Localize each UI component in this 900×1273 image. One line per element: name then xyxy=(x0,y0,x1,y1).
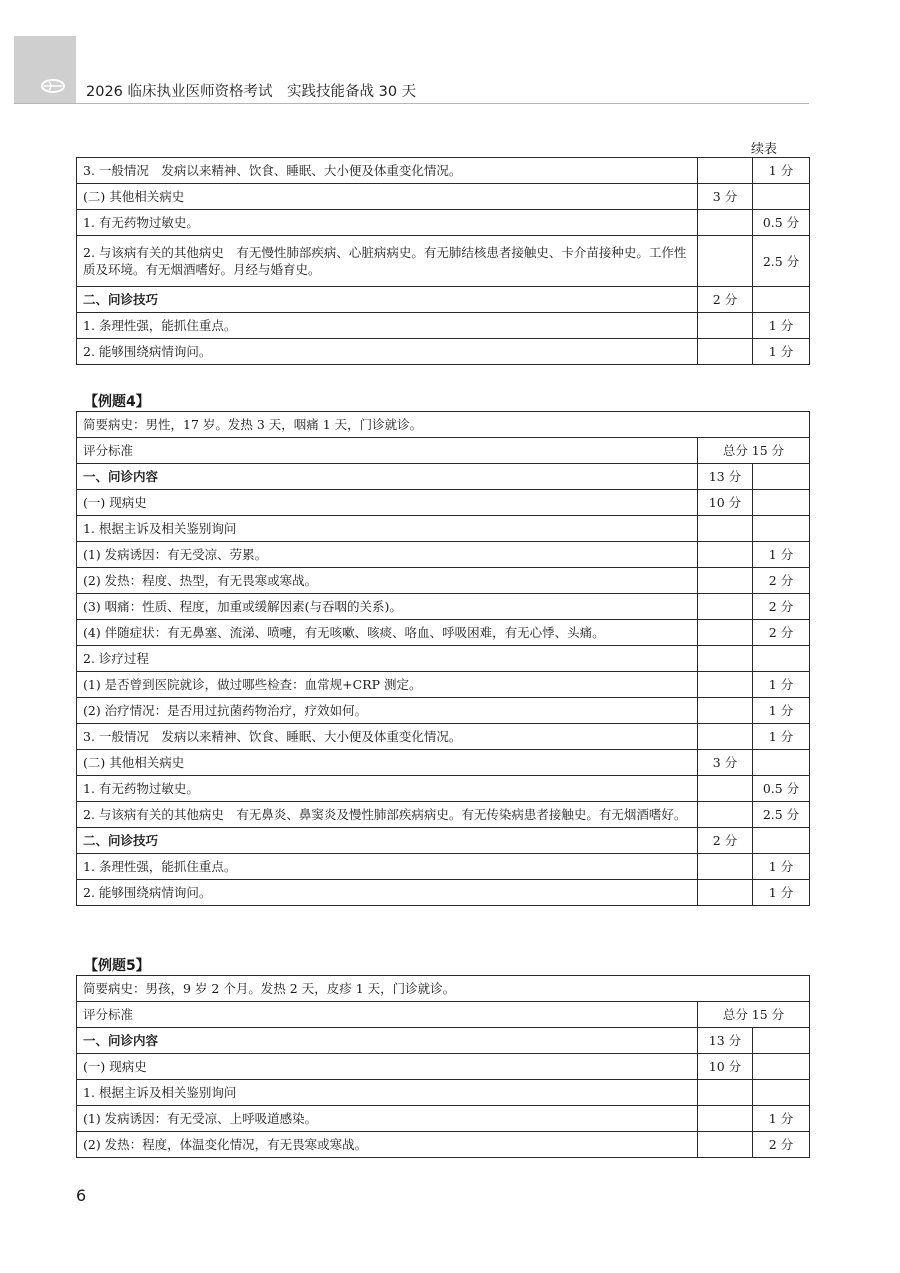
table-row xyxy=(77,210,810,236)
section-score xyxy=(698,210,753,236)
page-number: 6 xyxy=(76,1186,87,1205)
section-score xyxy=(698,158,753,184)
section-score xyxy=(698,724,753,750)
section-score: 3 分 xyxy=(698,184,753,210)
example4-label: 【例题4】 xyxy=(84,394,150,410)
table-row xyxy=(77,750,810,776)
example5-score-table xyxy=(76,975,810,1158)
item-score: 1 分 xyxy=(753,880,810,906)
section-score xyxy=(698,1106,753,1132)
table-row xyxy=(77,490,810,516)
table-row xyxy=(77,464,810,490)
item-text: 1. 条理性强，能抓住重点。 xyxy=(77,854,698,880)
section-score: 13 分 xyxy=(698,1028,753,1054)
item-score: 2.5 分 xyxy=(753,236,810,287)
table-row xyxy=(77,672,810,698)
table-row xyxy=(77,1106,810,1132)
item-text: (二) 其他相关病史 xyxy=(77,750,698,776)
item-score: 1 分 xyxy=(753,854,810,880)
section-score xyxy=(698,646,753,672)
table-row xyxy=(77,880,810,906)
section-score: 3 分 xyxy=(698,750,753,776)
item-text: 2. 能够围绕病情询问。 xyxy=(77,339,698,365)
item-text: 1. 根据主诉及相关鉴别询问 xyxy=(77,1080,698,1106)
item-text: 2. 诊疗过程 xyxy=(77,646,698,672)
example5-label: 【例题5】 xyxy=(84,958,150,974)
item-score xyxy=(753,828,810,854)
section-score xyxy=(698,1080,753,1106)
item-text: (2) 发热：程度、热型，有无畏寒或寒战。 xyxy=(77,568,698,594)
item-score: 2 分 xyxy=(753,568,810,594)
brief-history: 简要病史：男性，17 岁。发热 3 天，咽痛 1 天，门诊就诊。 xyxy=(77,412,810,438)
item-text: 二、问诊技巧 xyxy=(77,287,698,313)
item-score xyxy=(753,1054,810,1080)
table-row xyxy=(77,158,810,184)
publisher-logo-icon xyxy=(40,78,66,94)
table-row xyxy=(77,236,810,287)
table-row xyxy=(77,1028,810,1054)
item-text: 一、问诊内容 xyxy=(77,464,698,490)
total-score: 总分 15 分 xyxy=(698,438,810,464)
item-score: 2.5 分 xyxy=(753,802,810,828)
item-score: 2 分 xyxy=(753,1132,810,1158)
section-score xyxy=(698,236,753,287)
item-text: 1. 条理性强，能抓住重点。 xyxy=(77,313,698,339)
item-text: 1. 有无药物过敏史。 xyxy=(77,210,698,236)
item-text: 2. 与该病有关的其他病史 有无慢性肺部疾病、心脏病病史。有无肺结核患者接触史、卡介苗接种史。工作性质及环境。有无烟酒嗜好。月经与婚育史。 xyxy=(77,236,698,287)
criteria-label: 评分标准 xyxy=(77,438,698,464)
section-score: 2 分 xyxy=(698,828,753,854)
item-text: (1) 发病诱因：有无受凉、上呼吸道感染。 xyxy=(77,1106,698,1132)
section-score xyxy=(698,339,753,365)
section-score xyxy=(698,568,753,594)
section-score xyxy=(698,1132,753,1158)
item-text: (1) 发病诱因：有无受凉、劳累。 xyxy=(77,542,698,568)
brief-history: 简要病史：男孩，9 岁 2 个月。发热 2 天，皮疹 1 天，门诊就诊。 xyxy=(77,976,810,1002)
section-score xyxy=(698,672,753,698)
item-text: 3. 一般情况 发病以来精神、饮食、睡眠、大小便及体重变化情况。 xyxy=(77,158,698,184)
table-row xyxy=(77,724,810,750)
criteria-row xyxy=(77,438,810,464)
item-text: 一、问诊内容 xyxy=(77,1028,698,1054)
table-row xyxy=(77,1080,810,1106)
item-text: (3) 咽痛：性质、程度，加重或缓解因素(与吞咽的关系)。 xyxy=(77,594,698,620)
item-score: 1 分 xyxy=(753,672,810,698)
continued-score-table xyxy=(76,157,810,365)
example4-score-table xyxy=(76,411,810,906)
table-row xyxy=(77,1054,810,1080)
item-text: (2) 发热：程度，体温变化情况，有无畏寒或寒战。 xyxy=(77,1132,698,1158)
item-score xyxy=(753,1028,810,1054)
section-score: 2 分 xyxy=(698,287,753,313)
item-score: 1 分 xyxy=(753,313,810,339)
section-score xyxy=(698,313,753,339)
table-row xyxy=(77,542,810,568)
table-row xyxy=(77,802,810,828)
table-row xyxy=(77,698,810,724)
continued-table-label: 续表 xyxy=(751,142,778,157)
item-score: 0.5 分 xyxy=(753,210,810,236)
section-score xyxy=(698,854,753,880)
table-row xyxy=(77,339,810,365)
item-text: (1) 是否曾到医院就诊，做过哪些检查：血常规+CRP 测定。 xyxy=(77,672,698,698)
item-text: 2. 与该病有关的其他病史 有无鼻炎、鼻窦炎及慢性肺部疾病病史。有无传染病患者接触史。有无烟酒嗜好。 xyxy=(77,802,698,828)
item-text: (4) 伴随症状：有无鼻塞、流涕、喷嚏，有无咳嗽、咳痰、咯血、呼吸困难，有无心悸、头痛。 xyxy=(77,620,698,646)
total-score: 总分 15 分 xyxy=(698,1002,810,1028)
item-text: (二) 其他相关病史 xyxy=(77,184,698,210)
table-row xyxy=(77,646,810,672)
item-score xyxy=(753,184,810,210)
history-row xyxy=(77,412,810,438)
table-row xyxy=(77,1132,810,1158)
item-score xyxy=(753,464,810,490)
item-score: 1 分 xyxy=(753,724,810,750)
item-score xyxy=(753,516,810,542)
item-text: (2) 治疗情况：是否用过抗菌药物治疗，疗效如何。 xyxy=(77,698,698,724)
item-text: 1. 根据主诉及相关鉴别询问 xyxy=(77,516,698,542)
section-score: 10 分 xyxy=(698,1054,753,1080)
table-row xyxy=(77,776,810,802)
item-score xyxy=(753,646,810,672)
item-score: 1 分 xyxy=(753,698,810,724)
item-text: 3. 一般情况 发病以来精神、饮食、睡眠、大小便及体重变化情况。 xyxy=(77,724,698,750)
section-score xyxy=(698,698,753,724)
table-row xyxy=(77,620,810,646)
section-score xyxy=(698,620,753,646)
item-score: 1 分 xyxy=(753,339,810,365)
section-score xyxy=(698,880,753,906)
table-row xyxy=(77,594,810,620)
running-header-title: 2026 临床执业医师资格考试 实践技能备战 30 天 xyxy=(86,84,417,100)
table-row xyxy=(77,287,810,313)
section-score xyxy=(698,802,753,828)
item-score: 1 分 xyxy=(753,1106,810,1132)
criteria-row xyxy=(77,1002,810,1028)
section-score: 13 分 xyxy=(698,464,753,490)
item-score xyxy=(753,287,810,313)
table-row xyxy=(77,184,810,210)
item-text: 2. 能够围绕病情询问。 xyxy=(77,880,698,906)
table-row xyxy=(77,854,810,880)
item-score xyxy=(753,490,810,516)
header-divider xyxy=(14,103,809,104)
table-row xyxy=(77,828,810,854)
item-score: 0.5 分 xyxy=(753,776,810,802)
section-score xyxy=(698,776,753,802)
item-score: 1 分 xyxy=(753,542,810,568)
item-score: 2 分 xyxy=(753,594,810,620)
section-score xyxy=(698,516,753,542)
criteria-label: 评分标准 xyxy=(77,1002,698,1028)
item-text: (一) 现病史 xyxy=(77,490,698,516)
item-text: 二、问诊技巧 xyxy=(77,828,698,854)
item-score xyxy=(753,750,810,776)
section-score: 10 分 xyxy=(698,490,753,516)
table-row xyxy=(77,516,810,542)
item-score: 2 分 xyxy=(753,620,810,646)
table-row xyxy=(77,568,810,594)
section-score xyxy=(698,542,753,568)
table-row xyxy=(77,313,810,339)
item-text: (一) 现病史 xyxy=(77,1054,698,1080)
item-score xyxy=(753,1080,810,1106)
item-text: 1. 有无药物过敏史。 xyxy=(77,776,698,802)
history-row xyxy=(77,976,810,1002)
item-score: 1 分 xyxy=(753,158,810,184)
section-score xyxy=(698,594,753,620)
